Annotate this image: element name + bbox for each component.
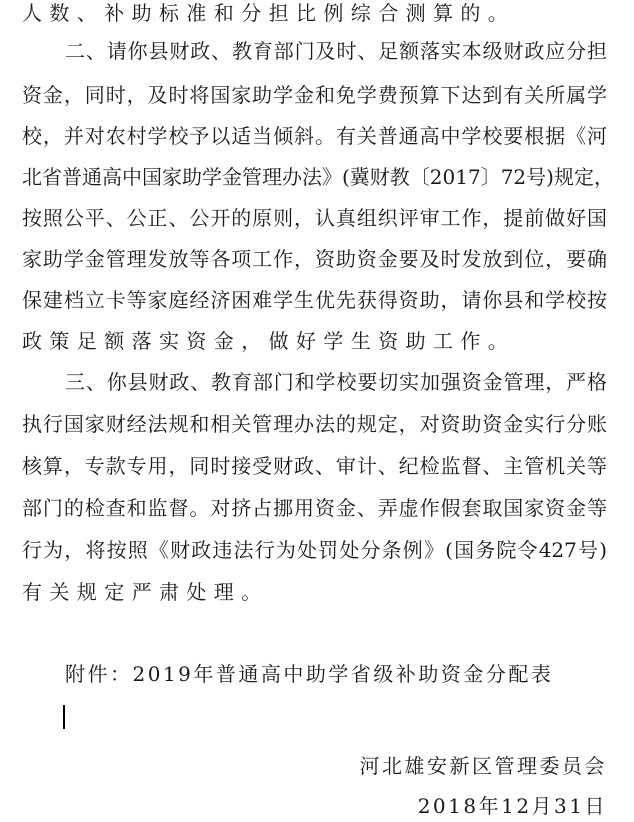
paragraph-2-line: 政策足额落实资金，做好学生资助工作。 [22, 329, 516, 353]
paragraph-2-line: 校，并对农村学校予以适当倾斜。有关普通高中学校要根据《河 [22, 124, 607, 148]
paragraph-2-line: 保建档立卡等家庭经济困难学生优先获得资助，请你县和学校按 [22, 288, 607, 312]
paragraph-3-line: 核算，专款专用，同时接受财政、审计、纪检监督、主管机关等 [22, 454, 607, 478]
paragraph-3-line: 部门的检查和监督。对挤占挪用资金、弄虚作假套取国家资金等 [22, 496, 607, 520]
signature-date: 2018年12月31日 [417, 794, 607, 818]
signature-organization: 河北雄安新区管理委员会 [359, 754, 607, 778]
paragraph-2-line: 按照公平、公正、公开的原则，认真组织评审工作，提前做好国 [22, 206, 607, 230]
paragraph-3-line: 三、你县财政、教育部门和学校要切实加强资金管理，严格 [65, 370, 607, 394]
paragraph-3-line: 执行国家财经法规和相关管理办法的规定，对资助资金实行分账 [22, 412, 607, 436]
paragraph-1-line: 人数、补助标准和分担比例综合测算的。 [22, 1, 516, 25]
paragraph-3-line: 有关规定严肃处理。 [22, 580, 269, 604]
paragraph-2-line: 北省普通高中国家助学金管理办法》(冀财教〔2017〕72号)规定， [22, 165, 614, 189]
paragraph-2-line: 家助学金管理发放等各项工作，资助资金要及时发放到位，要确 [22, 247, 607, 271]
text-cursor[interactable] [63, 705, 65, 729]
paragraph-3-line: 行为，将按照《财政违法行为处罚处分条例》(国务院令427号) [22, 538, 607, 562]
paragraph-2-line: 二、请你县财政、教育部门及时、足额落实本级财政应分担 [65, 39, 607, 63]
attachment-note: 附件：2019年普通高中助学省级补助资金分配表 [65, 662, 554, 686]
paragraph-2-line: 资金，同时，及时将国家助学金和免学费预算下达到有关所属学 [22, 83, 607, 107]
